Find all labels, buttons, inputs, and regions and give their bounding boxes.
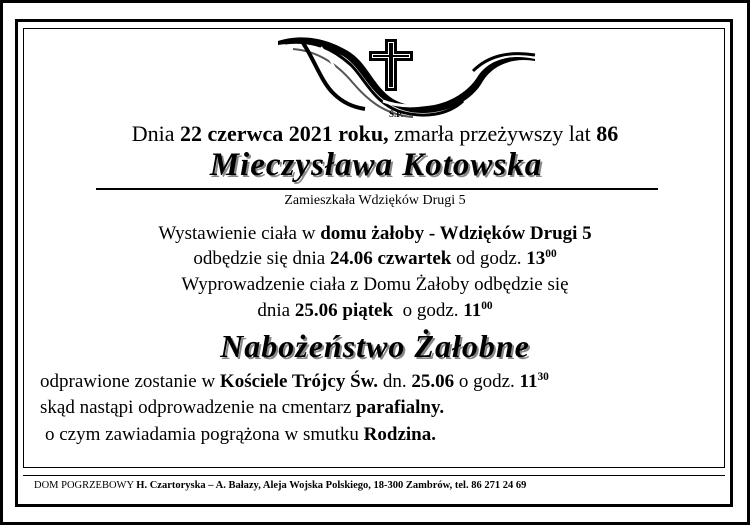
obituary-paper — [3, 3, 747, 522]
notice-family: Rodzina. — [363, 424, 436, 445]
service-date: 25.06 — [411, 371, 455, 392]
residence: Zamieszkała Wdzięków Drugi 5 — [284, 193, 466, 208]
cemetery-line: skąd nastąpi odprowadzenie na cmentarz parafialny. — [40, 397, 445, 418]
cemetery-name: parafialny. — [356, 397, 445, 418]
death-date: 22 czerwca 2021 roku, — [180, 121, 389, 146]
deceased-name: Mieczysława Kotowska — [209, 147, 543, 183]
viewing-time: $13^{00}$ — [526, 248, 557, 269]
procession-date: 25.06 piątek — [294, 300, 394, 321]
name-underline — [96, 188, 658, 190]
viewing-date: 24.06 czwartek — [329, 248, 452, 269]
death-line: Dnia 22 czerwca 2021 roku, zmarła przeżywszy lat 86 — [131, 121, 619, 146]
viewing-line-1: Wystawienie ciała w domu żałoby - Wdzięków Drugi 5 — [158, 223, 592, 244]
cross-ribbon-emblem — [273, 31, 543, 121]
footer-divider — [23, 475, 725, 476]
viewing-place: domu żałoby - Wdzięków Drugi 5 — [320, 223, 592, 244]
service-time: $11^{30}$ — [519, 371, 549, 392]
procession-line-1: Wyprowadzenie ciała z Domu Żałoby odbędzie się — [181, 274, 569, 295]
death-age: 86 — [596, 121, 619, 146]
procession-time: $11^{00}$ — [463, 300, 493, 321]
viewing-line-2: odbędzie się dnia 24.06 czwartek od godz. $13^{00}$ — [193, 248, 557, 269]
funeral-home-footer: DOM POGRZEBOWY H. Czartoryska – A. Bałazy, Aleja Wojska Polskiego, 18-300 Zambrów, tel. 86 271 24 69 — [34, 480, 527, 491]
notice-line: o czym zawiadamia pogrążona w smutku Rodzina. — [45, 424, 436, 445]
service-title: Nabożeństwo Żałobne — [220, 328, 530, 364]
service-church: Kościele Trójcy Św. — [219, 371, 379, 392]
emblem-banner-text: Ś.P. — [389, 109, 404, 119]
procession-line-2: dnia 25.06 piątek o godz. $11^{00}$ — [257, 300, 493, 321]
service-line: odprawione zostanie w Kościele Trójcy Św. dn. 25.06 o godz. $11^{30}$ — [40, 371, 549, 392]
